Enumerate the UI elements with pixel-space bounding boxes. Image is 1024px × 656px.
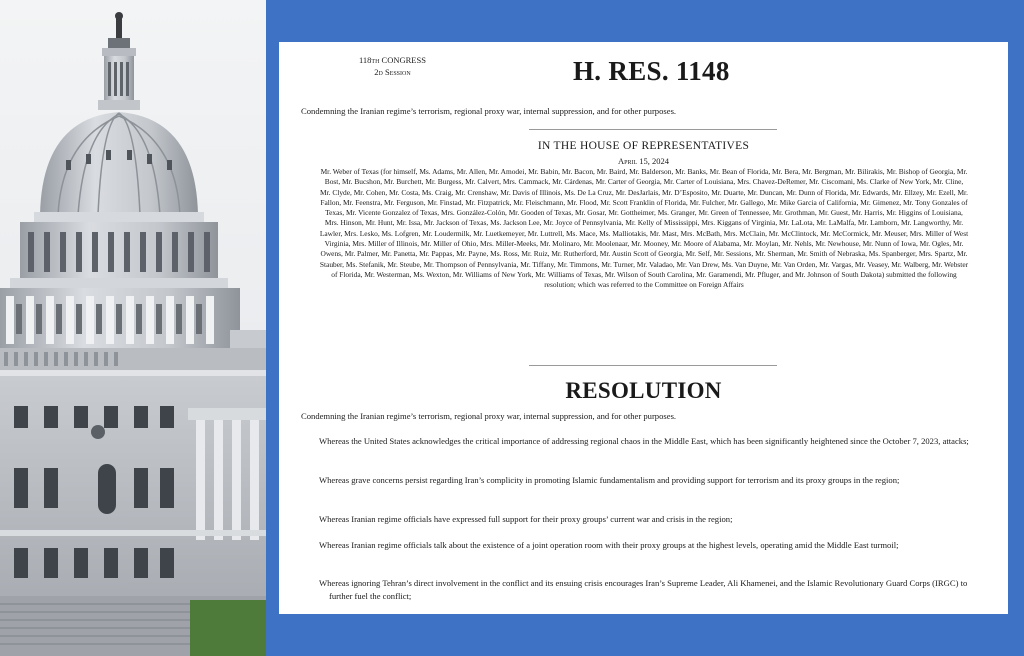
sponsors-paragraph: Mr. Weber of Texas (for himself, Ms. Adams, Mr. Allen, Mr. Amodei, Mr. Babin, Mr. Bacon, Mr. Baird, Mr. Balderson, Mr. Banks, Mr. Bean of Florida, Mr. Bera, Mr. Bergman, Mr. Bilirakis, Mr. Bishop of Georgia, Mr. Bost, Mr. Bucshon, Mr. Burchett, Mr. Burgess, Mr. Calvert, Mrs. Cammack, Mr. Cárdenas, Mr. Carter of Georgia, Mr. Carter of Louisiana, Mrs. Chavez-DeRemer, Mr. Ciscomani, Ms. Clarke of New York, Mr. Cline, Mr. Clyde, Mr. Cohen, Mr. Costa, Ms. Craig, Mr. Crenshaw, Mr. Davis of Illinois, Ms. De La Cruz, Mr. DesJarlais, Mr. D’Esposito, Mr. Duarte, Mr. Duncan, Mr. Dunn of Florida, Mr. Edwards, Mr. Ellzey, Mr. Ezell, Mr. Fallon, Mr. Feenstra, Mr. Ferguson, Mr. Finstad, Mr. Fitzpatrick, Mr. Fleischmann, Mr. Flood, Mr. Scott Franklin of Florida, Mr. Fulcher, Mr. Gallego, Mr. Mike Garcia of California, Mr. Gimenez, Mr. Tony Gonzales of Texas, Mr. Vicente Gonzalez of Texas, Mrs. González-Colón, Mr. Gooden of Texas, Mr. Gosar, Mr. Gottheimer, Ms. Granger, Mr. Green of Tennessee, Mr. Grothman, Mr. Guest, Mr. Harris, Mr. Higgins of Louisiana, Mrs. Hinson, Mr. Hunt, Mr. Issa, Mr. Jackson of Texas, Ms. Jackson Lee, Mr. Joyce of Pennsylvania, Mr. Kelly of Mississippi, Mrs. Kiggans of Virginia, Mr. LaLota, Mr. LaMalfa, Mr. Lamborn, Mr. Langworthy, Mr. Lawler, Mrs. Lesko, Ms. Lofgren, Mr. Loudermilk, Mr. Luetkemeyer, Mr. Luttrell, Ms. Mace, Ms. Malliotakis, Mr. Mast, Mrs. McBath, Mrs. McClain, Mr. McClintock, Mr. McCormick, Mr. Meuser, Mrs. Miller of West Virginia, Mrs. Miller of Illinois, Mr. Miller of Ohio, Mrs. Miller-Meeks, Mr. Molinaro, Mr. Moolenaar, Mr. Mooney, Mr. Moore of Alabama, Mr. Moylan, Mr. Nehls, Mr. Newhouse, Mr. Nunn of Iowa, Mr. Ogles, Mr. Owens, Mr. Palmer, Mr. Panetta, Mr. Pappas, Mr. Payne, Ms. Ross, Mr. Ruiz, Mr. Rutherford, Mr. Austin Scott of Georgia, Mr. Self, Mr. Sessions, Mr. Sherman, Mr. Smith of Nebraska, Ms. Spanberger, Mrs. Spartz, Mr. Stauber, Ms. Stefanik, Mr. Steube, Mr. Thompson of Pennsylvania, Mr. Tiffany, Mr. Timmons, Mr. Turner, Mr. Valadao, Mr. Van Drew, Ms. Van Duyne, Mr. Van Orden, Mr. Vargas, Mr. Veasey, Mr. Walberg, Mr. Webster of Florida, Mr. Westerman, Ms. Wexton, Mr. Williams of New York, Mr. Williams of Texas, Mr. Wilson of South Carolina, Mr. Garamendi, Mr. Pfluger, and Mr. Johnson of South Dakota) submitted the following resolution; which was referred to the Committee on Foreign Affairs: [319, 167, 969, 290]
whereas-clause: Whereas the United States acknowledges the critical importance of addressing regional chaos in the Middle East, which has been significantly heightened since the October 7, 2023, attacks;: [319, 436, 969, 446]
congress-label: 118th CONGRESS: [359, 55, 426, 65]
resolution-title: Condemning the Iranian regime’s terrorism, regional proxy war, internal suppression, and for other purposes.: [301, 411, 677, 421]
session-label: 2d Session: [374, 67, 411, 77]
resolution-document: [279, 42, 1008, 614]
introduction-date: April 15, 2024: [617, 156, 669, 166]
whereas-clause: Whereas Iranian regime officials talk about the existence of a joint operation room with their proxy groups at the highest levels, operating amid the Middle East turmoil;: [319, 540, 899, 550]
congress-session-block: [359, 54, 426, 78]
whereas-clause: Whereas ignoring Tehran’s direct involvement in the conflict and its ensuing crisis encourages Iran’s Supreme Leader, Ali Khamenei, and the Islamic Revolutionary Guard Corps (IRGC) to further fuel the conflict;: [319, 578, 968, 601]
capitol-photo: [0, 0, 266, 656]
chamber-heading: IN THE HOUSE OF REPRESENTATIVES: [537, 140, 750, 152]
capitol-building-image: [0, 0, 266, 656]
resolution-heading: RESOLUTION: [565, 378, 722, 403]
resolution-number: H. RES. 1148: [573, 56, 730, 86]
whereas-clause: Whereas grave concerns persist regarding Iran’s complicity in promoting Islamic fundamentalism and providing support for terrorism and its proxy groups in the region;: [319, 475, 900, 485]
divider-top: [529, 129, 777, 130]
whereas-clause: Whereas Iranian regime officials have expressed full support for their proxy groups’ current war and crisis in the region;: [319, 514, 733, 524]
divider-bottom: [529, 365, 777, 366]
short-title: Condemning the Iranian regime’s terrorism, regional proxy war, internal suppression, and for other purposes.: [301, 106, 677, 116]
